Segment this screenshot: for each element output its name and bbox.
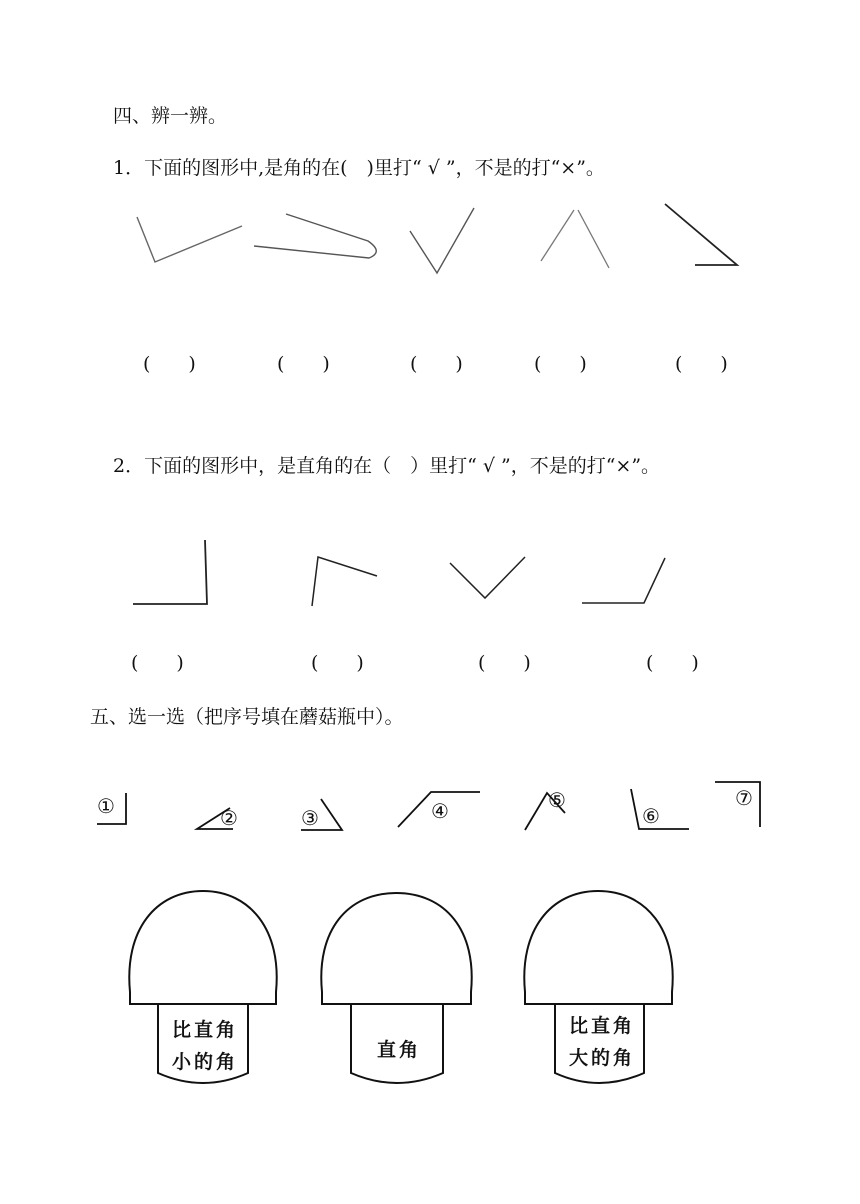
mushroom-label-larger-than-right-angle: 比直角 大的角 [568,1015,635,1069]
q1-answer-blank-4[interactable]: ( ) [534,353,587,375]
q1-answer-blank-2[interactable]: ( ) [277,353,330,375]
option-number-1: ① [97,794,115,818]
option-number-4: ④ [431,799,449,823]
option-number-3: ③ [301,806,319,830]
q2-answer-blank-1[interactable]: ( ) [131,652,184,674]
question-1-text: 1．下面的图形中,是角的在( )里打“ √ ”，不是的打“×”。 [113,157,605,179]
mushroom-label-smaller-than-right-angle: 比直角 小的角 [171,1019,238,1073]
section5-heading: 五、选一选（把序号填在蘑菇瓶中）。 [90,706,404,728]
question-2-text: 2．下面的图形中，是直角的在（ ）里打“ √ ”，不是的打“×”。 [113,455,661,477]
q2-answer-blank-4[interactable]: ( ) [646,652,699,674]
q2-answer-blank-3[interactable]: ( ) [478,652,531,674]
q1-answer-blank-3[interactable]: ( ) [410,353,463,375]
mushroom-label-right-angle: 直角 [376,1039,421,1061]
q2-answer-blank-2[interactable]: ( ) [311,652,364,674]
option-number-2: ② [220,806,238,830]
q1-answer-blank-5[interactable]: ( ) [675,353,728,375]
option-number-7: ⑦ [735,786,753,810]
option-number-6: ⑥ [642,804,660,828]
q1-answer-blank-1[interactable]: ( ) [143,353,196,375]
section4-heading: 四、辨一辨。 [113,105,228,127]
option-number-5: ⑤ [548,788,566,812]
